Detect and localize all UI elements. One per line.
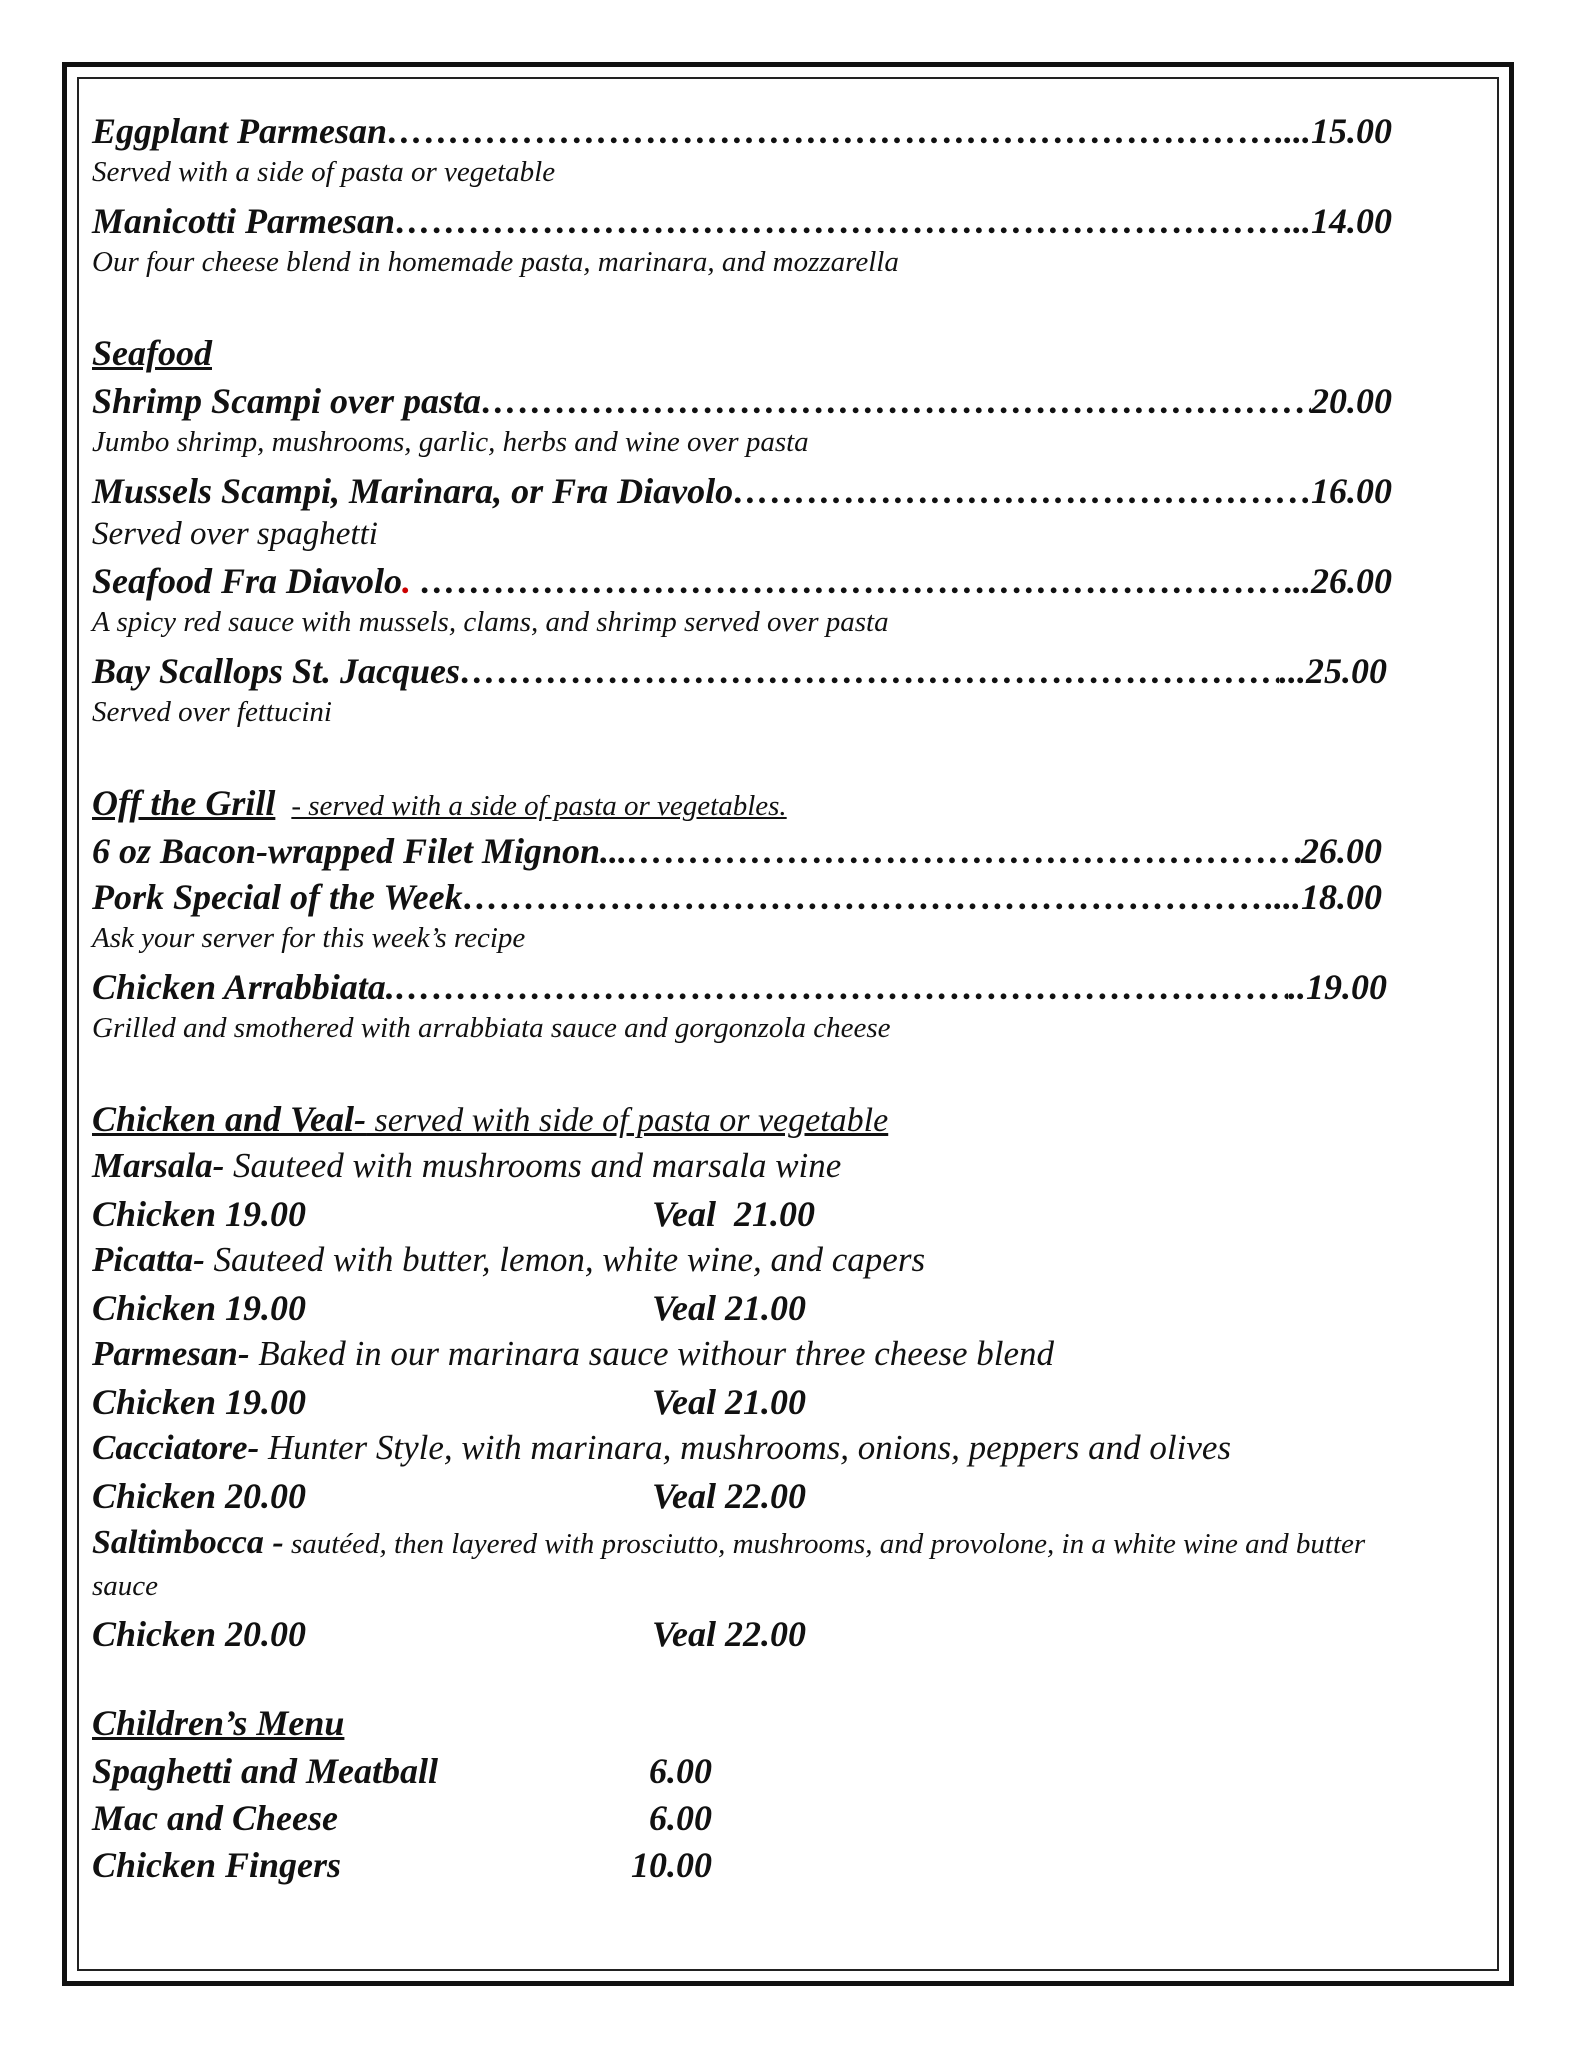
item-description: Our four cheese blend in homemade pasta, marinara, and mozzarella	[92, 246, 899, 278]
section-heading-chicken-veal: Chicken and Veal- served with side of pasta or vegetable	[92, 1099, 889, 1139]
dish-line	[92, 1240, 1452, 1287]
menu-content	[92, 110, 1452, 1891]
item-name: Chicken Arrabbiata.	[92, 967, 395, 1007]
dish-name: Parmesan-	[92, 1334, 250, 1373]
menu-item	[92, 560, 1392, 606]
dish-name: Picatta-	[92, 1240, 205, 1279]
dish-name: Marsala-	[92, 1146, 225, 1185]
veal-price: Veal 22.00	[652, 1614, 807, 1654]
menu-item	[92, 1797, 1452, 1844]
item-price: ...25.00	[1279, 651, 1387, 691]
veal-price: Veal 22.00	[652, 1476, 807, 1516]
item-price: 6.00	[649, 1798, 712, 1838]
dish-line	[92, 1334, 1452, 1381]
item-name: Mussels Scampi, Marinara, or Fra Diavolo	[92, 471, 734, 511]
item-price: 10.00	[631, 1845, 712, 1885]
section-heading-seafood: Seafood	[92, 333, 212, 373]
veal-price: Veal 21.00	[652, 1194, 816, 1234]
menu-item	[92, 966, 1387, 1012]
dish-description: Sauteed with mushrooms and marsala wine	[224, 1146, 842, 1185]
dish-description: Baked in our marinara sauce withour three cheese blend	[249, 1334, 1055, 1373]
menu-item	[92, 380, 1392, 426]
menu-item	[92, 200, 1392, 246]
item-price: .16.00	[1302, 471, 1392, 511]
item-name: Eggplant Parmesan	[92, 111, 388, 151]
item-description: Jumbo shrimp, mushrooms, garlic, herbs and wine over pasta	[92, 426, 809, 458]
chicken-price: Chicken 19.00	[92, 1382, 307, 1422]
price-row	[92, 1287, 1452, 1334]
section-heading-grill: Off the Grill - served with a side of pasta or vegetables.	[92, 783, 787, 823]
item-price: ....18.00	[1265, 877, 1382, 917]
menu-item	[92, 876, 1382, 922]
item-description: Served over fettucini	[92, 696, 332, 728]
item-name: Pork Special of the Week	[92, 877, 463, 917]
section-heading-children: Children’s Menu	[92, 1703, 345, 1743]
dish-line	[92, 1146, 1452, 1193]
dish-description: sautéed, then layered with prosciutto, mushrooms, and provolone, in a white wine and butter sauce	[92, 1528, 1373, 1602]
dish-description: Sauteed with butter, lemon, white wine, and capers	[204, 1240, 926, 1279]
dish-line	[92, 1522, 1412, 1607]
menu-item	[92, 470, 1392, 516]
item-name: 6 oz Bacon-wrapped Filet Mignon...	[92, 831, 628, 871]
chicken-price: Chicken 19.00	[92, 1194, 307, 1234]
item-description: Grilled and smothered with arrabbiata sauce and gorgonzola cheese	[92, 1012, 891, 1044]
item-name: Seafood Fra Diavolo	[92, 561, 402, 601]
item-price: ..19.00	[1288, 967, 1387, 1007]
item-price: ..26.00	[1293, 561, 1392, 601]
item-name: Spaghetti and Meatball	[92, 1751, 439, 1791]
item-name: Manicotti Parmesan	[92, 201, 396, 241]
menu-item	[92, 1750, 1452, 1797]
chicken-price: Chicken 19.00	[92, 1288, 307, 1328]
menu-item	[92, 110, 1392, 156]
item-price: 20.00	[1311, 381, 1392, 421]
price-row	[92, 1193, 1452, 1240]
menu-item	[92, 1844, 1452, 1891]
item-description: Ask your server for this week’s recipe	[92, 922, 526, 954]
chicken-price: Chicken 20.00	[92, 1476, 307, 1516]
item-description: Served with a side of pasta or vegetable	[92, 156, 556, 188]
section-note: served with side of pasta or vegetable	[366, 1102, 889, 1139]
menu-item	[92, 830, 1382, 876]
price-row	[92, 1613, 1452, 1660]
item-price: 26.00	[1301, 831, 1382, 871]
item-name: Shrimp Scampi over pasta	[92, 381, 482, 421]
price-row	[92, 1381, 1452, 1428]
item-price: 6.00	[649, 1751, 712, 1791]
dish-name: Cacciatore-	[92, 1428, 260, 1467]
veal-price: Veal 21.00	[652, 1382, 807, 1422]
item-description: Served over spaghetti	[92, 516, 378, 552]
item-name: Bay Scallops St. Jacques	[92, 651, 461, 691]
item-price: ....15.00	[1275, 111, 1392, 151]
item-name-dot: .	[402, 561, 420, 601]
dish-line	[92, 1428, 1452, 1475]
dish-description: Hunter Style, with marinara, mushrooms, onions, peppers and olives	[259, 1428, 1232, 1467]
section-note: - served with a side of pasta or vegetables.	[291, 790, 787, 822]
item-price: ...14.00	[1284, 201, 1392, 241]
item-name: Chicken Fingers	[92, 1845, 342, 1885]
item-name: Mac and Cheese	[92, 1798, 338, 1838]
item-description: A spicy red sauce with mussels, clams, and shrimp served over pasta	[92, 606, 889, 638]
chicken-price: Chicken 20.00	[92, 1614, 307, 1654]
menu-item	[92, 650, 1387, 696]
dish-name: Saltimbocca -	[92, 1524, 284, 1561]
veal-price: Veal 21.00	[652, 1288, 807, 1328]
price-row	[92, 1475, 1452, 1522]
